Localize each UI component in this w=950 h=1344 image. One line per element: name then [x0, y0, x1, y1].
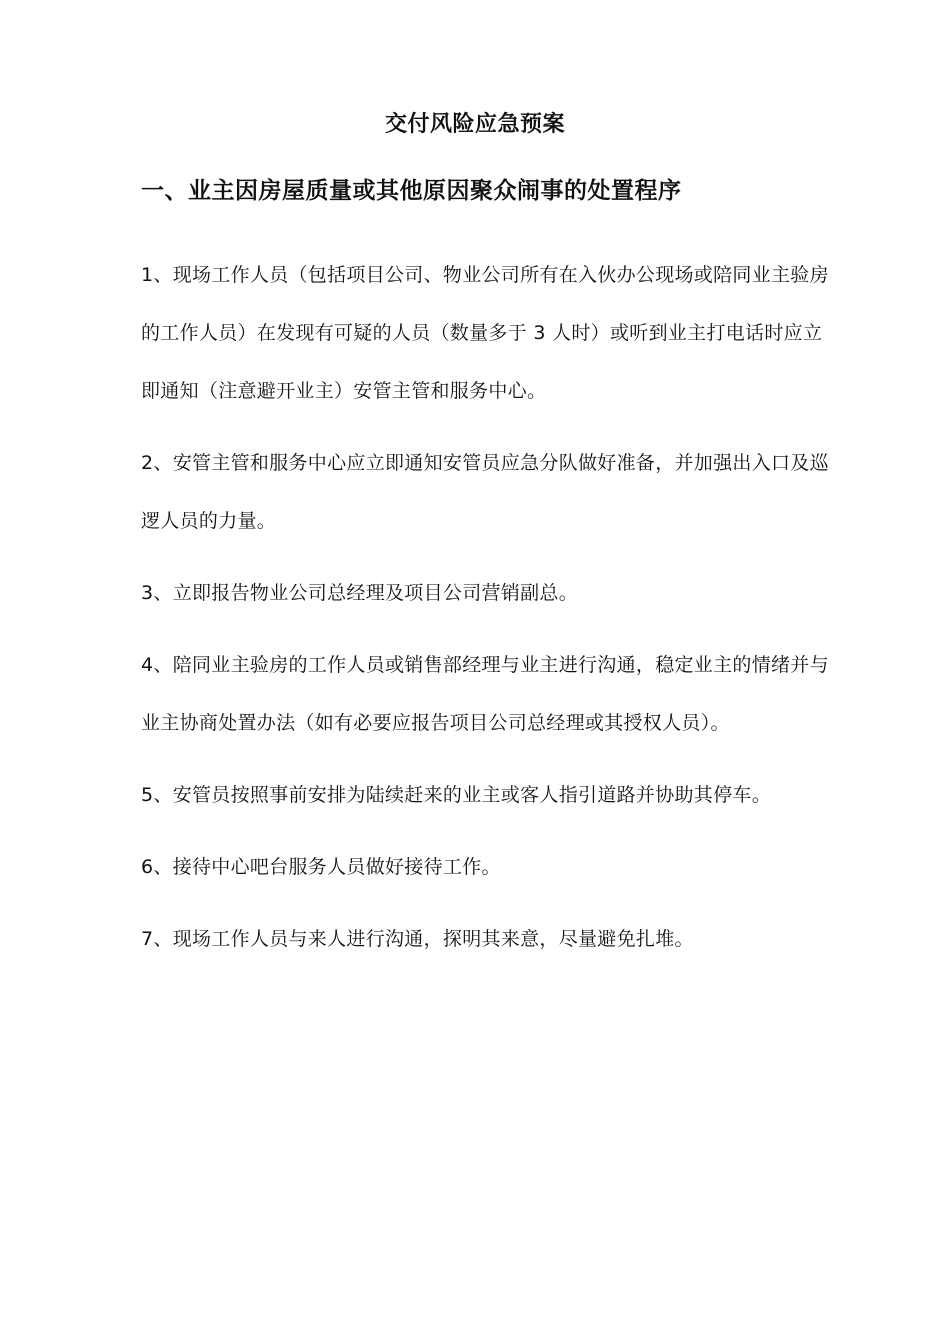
procedure-item: 4、陪同业主验房的工作人员或销售部经理与业主进行沟通，稳定业主的情绪并与业主协商处置办法（如有必要应报告项目公司总经理或其授权人员）。 — [141, 654, 829, 734]
procedure-list — [141, 246, 831, 982]
procedure-item: 6、接待中心吧台服务人员做好接待工作。 — [141, 856, 501, 878]
procedure-item: 2、安管主管和服务中心应立即通知安管员应急分队做好准备，并加强出入口及巡逻人员的力量。 — [141, 452, 829, 532]
procedure-item: 3、立即报告物业公司总经理及项目公司营销副总。 — [141, 582, 578, 604]
procedure-item: 5、安管员按照事前安排为陆续赶来的业主或客人指引道路并协助其停车。 — [141, 784, 771, 806]
section-heading: 一、业主因房屋质量或其他原因聚众闹事的处置程序 — [141, 178, 682, 204]
procedure-item: 1、现场工作人员（包括项目公司、物业公司所有在入伙办公现场或陪同业主验房的工作人员）在发现有可疑的人员（数量多于 3 人时）或听到业主打电话时应立即通知（注意避开业主）安管主管和服务中心。 — [141, 264, 829, 402]
procedure-item: 7、现场工作人员与来人进行沟通，探明其来意，尽量避免扎堆。 — [141, 928, 694, 950]
document-title: 交付风险应急预案 — [384, 112, 565, 137]
